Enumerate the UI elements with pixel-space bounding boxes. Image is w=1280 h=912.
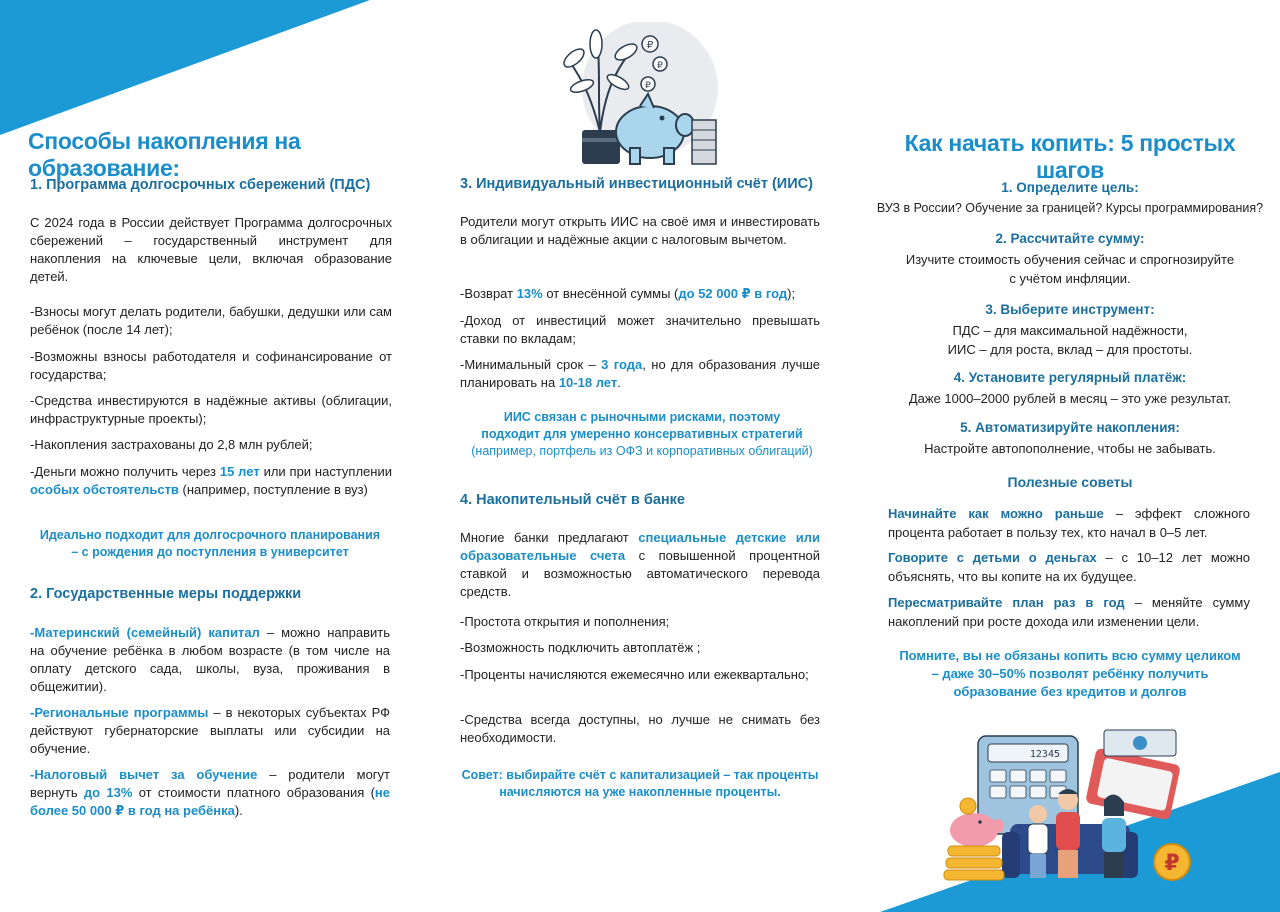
step-heading: 1. Определите цель: [1001, 180, 1139, 195]
corner-decoration-top-left [0, 0, 370, 135]
page-title-right: Как начать копить: 5 простых шагов [904, 130, 1236, 183]
section-1-bullet: -Взносы могут делать родители, бабушки, дедушки или сам ребёнок (после 14 лет); [30, 304, 392, 337]
section-4-heading: 4. Накопительный счёт в банке [460, 492, 685, 508]
section-3-callout: ИИС связан с рыночными рисками, поэтому подходит для умеренно консервативных стратегий (например, портфель из ОФЗ и корпоративных облигаций) [471, 410, 813, 458]
step-heading: 3. Выберите инструмент: [985, 302, 1155, 317]
coin-stack-icon [692, 120, 716, 164]
support-measure-item: -Региональные программы – в некоторых субъектах РФ действуют губернаторские выплаты или субсидии на обучение. [30, 705, 390, 756]
step-heading: 5. Автоматизируйте накопления: [960, 420, 1180, 435]
wallet-icon [1085, 748, 1181, 821]
step-text: Изучите стоимость обучения сейчас и спрогнозируйте с учётом инфляции. [905, 252, 1235, 286]
section-2-heading: 2. Государственные меры поддержки [30, 586, 302, 602]
svg-text:₽: ₽ [657, 61, 663, 71]
page-title-left: Способы накопления на образование: [28, 128, 301, 181]
section-1-intro: С 2024 года в России действует Программа долгосрочных сбережений – государственный инструмент для накопления на ключевые цели, включая образование детей. [30, 215, 392, 284]
tip-item: Говорите с детьми о деньгах – с 10–12 лет можно объяснять, что вы копите на их будущее. [888, 550, 1250, 584]
section-4-bullet: -Возможность подключить автоплатёж ; [460, 640, 701, 655]
step-text: ВУЗ в России? Обучение за границей? Курсы программирования? [876, 201, 1264, 215]
section-1-bullet: -Деньги можно получить через 15 лет или при наступлении особых обстоятельств (например, поступление в вуз) [30, 464, 392, 497]
section-4-intro: Многие банки предлагают специальные детские или образовательные счета с повышенной процентной ставкой и возможностью автоматического перевода средств. [460, 530, 820, 599]
support-measure-item: -Материнский (семейный) капитал – можно направить на обучение ребёнка в любом возрасте (в том числе на оплату детского сада, школы, вуза, проживания в общежитии). [30, 625, 390, 694]
banknote-icon [1104, 730, 1176, 756]
section-3-bullet: -Минимальный срок – 3 года, но для образования лучше планировать на 10-18 лет. [460, 357, 821, 390]
step-text: ПДС – для максимальной надёжности, ИИС – для роста, вклад – для простоты. [947, 323, 1193, 357]
step-text: Настройте автопополнение, чтобы не забывать. [924, 441, 1216, 456]
section-3-bullet: -Возврат 13% от внесённой суммы (до 52 000 ₽ в год); [460, 286, 796, 301]
calculator-display: 12345 [1029, 749, 1060, 760]
flower-pot [582, 130, 620, 164]
section-3-heading: 3. Индивидуальный инвестиционный счёт (ИИС) [460, 176, 813, 192]
section-4-callout: Совет: выбирайте счёт с капитализацией – так проценты начисляются на уже накопленные проценты. [461, 768, 819, 799]
step-text: Даже 1000–2000 рублей в месяц – это уже результат. [908, 391, 1232, 406]
section-1-heading: 1. Программа долгосрочных сбережений (ПДС) [30, 177, 371, 193]
section-4-bullet: -Средства всегда доступны, но лучше не снимать без необходимости. [460, 712, 820, 745]
tip-item: Начинайте как можно раньше – эффект сложного процента работает в пользу тех, кто начал в 0–5 лет. [888, 506, 1251, 540]
section-4-bullet: -Проценты начисляются ежемесячно или ежеквартально; [460, 667, 809, 682]
svg-text:₽: ₽ [646, 40, 654, 51]
section-1-bullet: -Возможны взносы работодателя и софинансирование от государства; [30, 349, 392, 382]
svg-text:₽: ₽ [645, 81, 651, 91]
gold-coin-stack-icon [944, 846, 1004, 880]
piggy-bank-illustration [560, 22, 720, 168]
tips-heading: Полезные советы [1007, 474, 1133, 490]
tip-item: Пересматривайте план раз в год – меняйте сумму накоплений при росте дохода или изменении цели. [888, 595, 1250, 629]
family-savings-illustration [940, 728, 1200, 892]
final-callout: Помните, вы не обязаны копить всю сумму целиком – даже 30–50% позволят ребёнку получить образование без кредитов и долгов [899, 648, 1241, 699]
support-measure-item: -Налоговый вычет за обучение – родители могут вернуть до 13% от стоимости платного образования (не более 50 000 ₽ в год на ребёнка). [30, 767, 391, 818]
section-1-callout: Идеально подходит для долгосрочного планирования – с рождения до поступления в университет [39, 528, 381, 559]
section-3-bullet: -Доход от инвестиций может значительно превышать ставки по вкладам; [460, 313, 820, 346]
section-1-bullet: -Накопления застрахованы до 2,8 млн рублей; [30, 437, 313, 452]
section-1-bullet: -Средства инвестируются в надёжные активы (облигации, инфраструктурные проекты); [30, 393, 392, 426]
section-4-bullet: -Простота открытия и пополнения; [460, 614, 670, 629]
step-heading: 4. Установите регулярный платёж: [953, 370, 1187, 385]
svg-text:₽: ₽ [1164, 851, 1180, 876]
section-3-intro: Родители могут открыть ИИС на своё имя и инвестировать в облигации и надёжные акции с налоговым вычетом. [460, 214, 820, 247]
step-heading: 2. Рассчитайте сумму: [995, 231, 1145, 246]
ruble-coin-icon [1154, 844, 1190, 880]
